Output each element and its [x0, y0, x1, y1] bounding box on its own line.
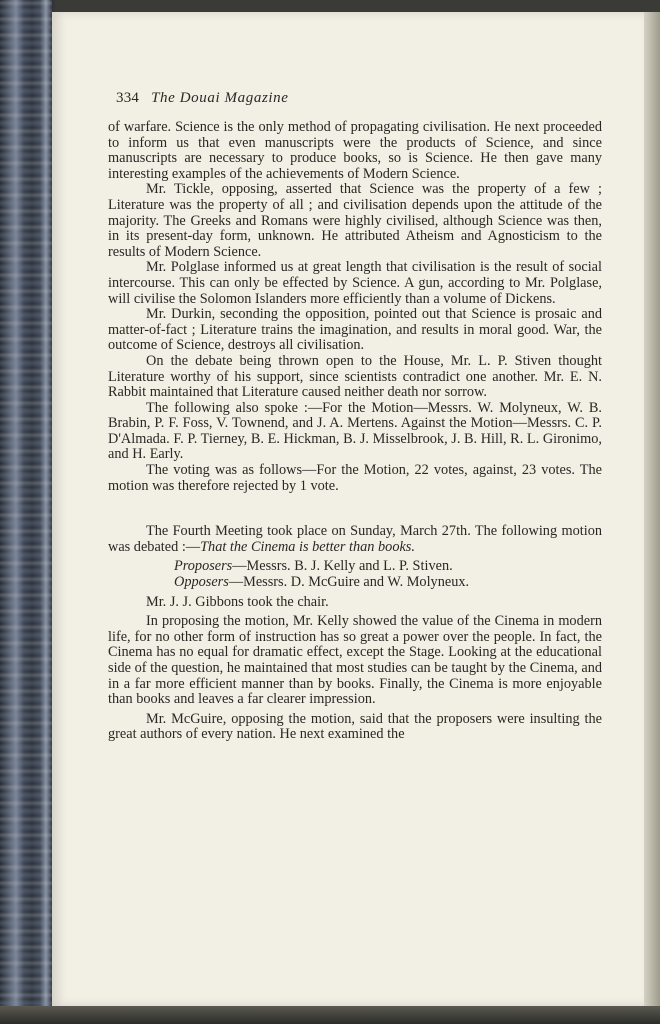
body-text: [108, 120, 602, 743]
page-number: 334: [116, 90, 140, 106]
running-title: The Douai Magazine: [151, 90, 289, 106]
opposers-names: —Messrs. D. McGuire and W. Molyneux.: [228, 574, 470, 591]
book-page: [52, 12, 644, 1006]
meeting-lead-text: The Fourth Meeting took place on Sunday, March 27th. The following motion was debated :—: [108, 523, 602, 555]
proposers-label: Proposers: [174, 558, 233, 575]
paragraph: Mr. Tickle, opposing, asserted that Science was the property of a few ; Literature was the property of all ; and civilisation depends upon the attitude of the majority. The Greeks and Romans were highly civilised, although Science was then, in its present-day form, unknown. He attributed Atheism and Agnosticism to the results of Modern Science.: [108, 181, 602, 260]
paragraph: On the debate being thrown open to the House, Mr. L. P. Stiven thought Literature worthy of his support, since scientists contradict one another. Mr. E. N. Rabbit maintained that Literature caused neither death nor sorrow.: [108, 352, 602, 401]
proposers-names: —Messrs. B. J. Kelly and L. P. Stiven.: [232, 558, 453, 575]
paragraph: of warfare. Science is the only method of propagating civilisation. He next proceeded to inform us that even manuscripts were the products of Science, and since manuscripts are necessary to produce books, so is Science. He then gave many interesting examples of the achievements of Modern Science.: [108, 119, 602, 182]
motion-text: That the Cinema is better than books.: [200, 538, 415, 555]
paragraph: Mr. Polglase informed us at great length that civilisation is the result of social intercourse. This can only be effected by Science. A gun, according to Mr. Polglase, will civilise the Solomon Islanders more efficiently than a volume of Dickens.: [108, 259, 602, 307]
paragraph: The following also spoke :—For the Motion—Messrs. W. Molyneux, W. B. Brabin, P. F. Foss, V. Townend, and J. A. Mertens. Against the Motion—Messrs. C. P. D'Almada. F. P. Tierney, B. E. Hickman, B. J. Misselbrook, J. B. Hill, R. L. Gironimo, and H. Early.: [108, 399, 602, 463]
paragraph-fourth-meeting: [108, 524, 602, 555]
opposers-label: Opposers: [174, 574, 229, 591]
book-bottom-edge: [0, 1006, 660, 1024]
paragraph: Mr. McGuire, opposing the motion, said that the proposers were insulting the great authors of every nation. He next examined the: [108, 710, 602, 743]
page-edge: [644, 12, 660, 1006]
book-binding-edge: [0, 0, 52, 1024]
opposers-line: [108, 575, 602, 591]
running-header: [116, 90, 289, 107]
paragraph: In proposing the motion, Mr. Kelly showed the value of the Cinema in modern life, for no other form of instruction has so great a power over the people. In fact, the Cinema has no equal for dramatic effect, except the Stage. Looking at the educational side of the question, he maintained that most studies can be taught by the Cinema, and in a far more efficient manner than by books. Finally, the Cinema is more enjoyable than books and leaves a far clearer impression.: [108, 613, 602, 708]
proposers-line: [108, 559, 602, 575]
chair-line: Mr. J. J. Gibbons took the chair.: [146, 593, 329, 610]
paragraph: Mr. Durkin, seconding the opposition, pointed out that Science is prosaic and matter-of-fact ; Literature trains the imagination, and results in moral good. War, the outcome of Science, destroys all civilisation.: [108, 306, 602, 354]
paragraph: The voting was as follows—For the Motion, 22 votes, against, 23 votes. The motion was therefore rejected by 1 vote.: [108, 462, 602, 494]
